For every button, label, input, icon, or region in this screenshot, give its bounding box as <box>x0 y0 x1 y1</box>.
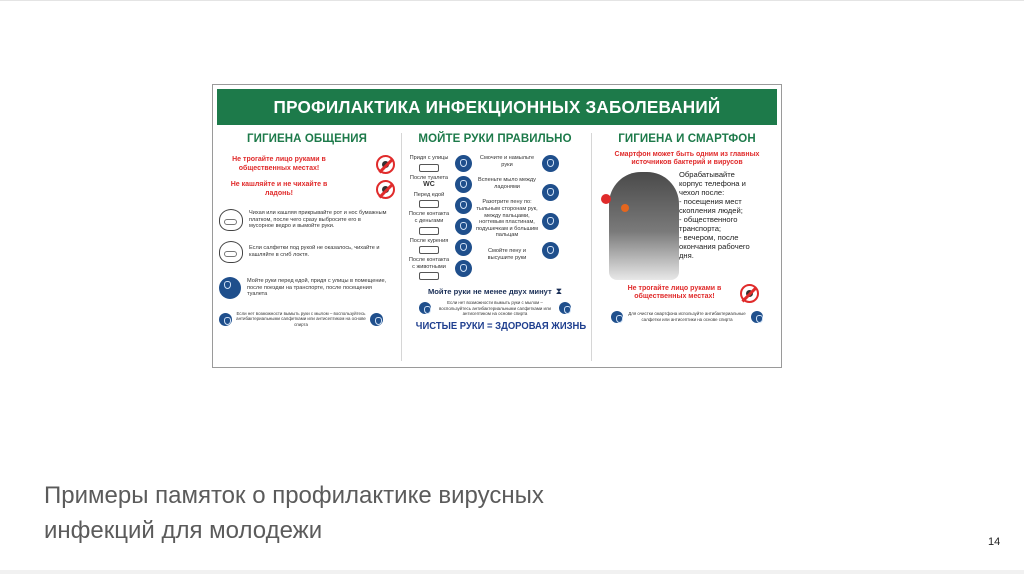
instruction-line: корпус телефона и <box>679 178 746 188</box>
instruction-line: - посещения мест <box>679 196 742 206</box>
column-heading: МОЙТЕ РУКИ ПРАВИЛЬНО <box>418 133 572 145</box>
no-sneeze-in-palm-icon <box>376 180 395 199</box>
handwashing-icon <box>219 277 241 299</box>
caption-line: Примеры памяток о профилактике вирусных <box>44 482 544 509</box>
money-icon <box>419 227 439 235</box>
column-communication-hygiene <box>219 129 395 365</box>
sneeze-into-elbow-icon <box>219 241 243 263</box>
step-text: Вспеньте мыло между ладонями <box>478 177 536 190</box>
sneezing-person-icon <box>219 209 243 231</box>
tip-text: Чихая или кашляя прикрывайте рот и нос бумажным платком, после чего сразу выбросите его в мусорное ведро и вымойте руки. <box>249 210 387 230</box>
smartphone-illustration-area <box>597 170 777 282</box>
step-icon <box>542 242 559 259</box>
instruction-line: окончания рабочего <box>679 241 750 251</box>
street-icon <box>419 164 439 172</box>
step-icon <box>455 155 472 172</box>
infection-prevention-poster <box>212 84 782 368</box>
slide-top-rule <box>0 0 1024 1</box>
wipes-icon <box>419 302 431 314</box>
warning-text: Не кашляйте и не чихайте в ладонь! <box>230 181 328 197</box>
step-icon <box>455 218 472 235</box>
instruction-line: дня. <box>679 250 694 260</box>
when-item: Придя с улицы <box>409 155 449 161</box>
footer-text: Для очистки смартфона используйте антибактериальные салфетки или антисептики на основе спирта <box>628 311 746 322</box>
column-heading: ГИГИЕНА ОБЩЕНИЯ <box>247 133 367 145</box>
virus-icon <box>601 194 611 204</box>
step-icon <box>542 155 559 172</box>
instructions-list <box>679 170 771 260</box>
steps-list <box>476 153 538 261</box>
steps-icons-left <box>455 155 472 277</box>
sanitizer-icon <box>370 313 383 326</box>
warning-text: Не трогайте лицо руками в общественных местах! <box>232 156 326 172</box>
no-touch-face-icon <box>740 284 759 303</box>
hourglass-icon: ⧗ <box>555 286 563 297</box>
step-icon <box>542 184 559 201</box>
step-icon <box>455 260 472 277</box>
when-item: После туалета <box>409 174 449 181</box>
column-divider <box>401 133 402 361</box>
slide-caption <box>44 478 744 548</box>
when-item: После курения <box>409 237 449 244</box>
step-icon <box>455 197 472 214</box>
when-to-wash-list <box>407 153 451 280</box>
instruction-line: - общественного <box>679 214 738 224</box>
tip-text: Мойте руки перед едой, придя с улицы в помещение, после поездки на транспорте, после посещения туалета <box>247 278 387 298</box>
step-icon <box>455 239 472 256</box>
warning-text: Смартфон может быть одним из главных источников бактерий и вирусов <box>614 151 760 167</box>
sanitizer-icon <box>559 302 571 314</box>
step-text: Смойте пену и высушите руки <box>487 247 527 261</box>
poster-header <box>217 89 777 125</box>
step-icon <box>542 213 559 230</box>
step-icon <box>455 176 472 193</box>
step-text: Смочите и намыльте руки <box>479 155 535 168</box>
wipes-icon <box>611 311 623 323</box>
no-touch-face-icon <box>376 155 395 174</box>
column-smartphone-hygiene <box>597 129 777 365</box>
when-item: Перед едой <box>413 191 445 198</box>
wipes-icon <box>219 313 232 326</box>
poster-title: ПРОФИЛАКТИКА ИНФЕКЦИОННЫХ ЗАБОЛЕВАНИЙ <box>273 96 721 117</box>
wash-duration-text: Мойте руки не менее двух минут <box>427 287 552 297</box>
column-handwashing <box>407 129 587 365</box>
animal-icon <box>419 272 439 280</box>
page-number: 14 <box>988 536 1001 548</box>
slide-bottom-rule <box>0 570 1024 574</box>
instruction-line: транспорта; <box>679 223 722 233</box>
steps-icons-right <box>542 155 559 259</box>
instruction-line: скопления людей; <box>679 205 743 215</box>
instruction-line: чехол после: <box>679 187 725 197</box>
instruction-line: Обрабатывайте <box>679 169 735 179</box>
when-item: После контакта с деньгами <box>408 211 450 224</box>
meal-icon <box>419 200 439 208</box>
tip-text: Если салфетки под рукой не оказалось, чихайте и кашляйте в сгиб локтя. <box>249 245 380 258</box>
column-divider <box>591 133 592 361</box>
column-heading: ГИГИЕНА И СМАРТФОН <box>618 133 756 145</box>
virus-icon <box>621 204 629 212</box>
when-item: После контакта с животными <box>408 257 450 270</box>
caption-line: инфекций для молодежи <box>44 517 323 544</box>
step-text: Разотрите пену по: тыльным сторонам рук, между пальцами, ногтевым пластинам, подушечкам и большим пальцам <box>476 199 538 239</box>
footer-text: Если нет возможности вымыть руки с мылом – воспользуйтесь антибактериальными салфетками или антисептиком на основе спирта <box>439 300 551 317</box>
warning-text: Не трогайте лицо руками в общественных местах! <box>627 284 722 301</box>
slogan-text: ЧИСТЫЕ РУКИ = ЗДОРОВАЯ ЖИЗНЬ <box>415 319 587 332</box>
cigarette-icon <box>419 246 439 254</box>
wc-icon: WC <box>423 181 435 189</box>
sanitizer-icon <box>751 311 763 323</box>
instruction-line: - вечером, после <box>679 232 739 242</box>
footer-text: Если нет возможности вымыть руки с мылом – воспользуйтесь антибактериальными салфетками или антисептиком на основе спирта <box>236 311 366 327</box>
person-with-phone-silhouette <box>609 172 679 280</box>
